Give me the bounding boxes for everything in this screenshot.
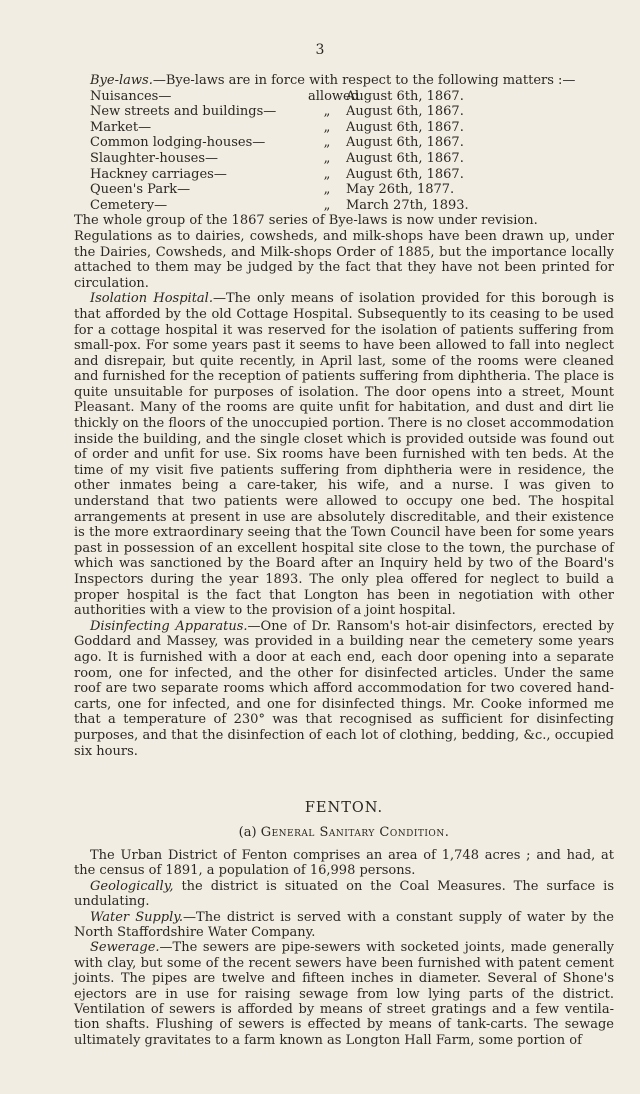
disinfecting-text: —One of Dr. Ransom's hot-air disinfectors, erected by Goddard and Massey, was provided in a building near the cemetery some years ago. It is furnished with a door at each end, each door opening into a separate room, one for infected, and the other for disinfected articles. Under the same roof are two separate rooms which afford accommodation for two covered hand-carts, one for infected, and one for disinfected things. Mr. Cooke informed me that a temperature of 230° was that recognised as sufficient for disinfecting purposes, and that the disinfection of each lot of clothing, bedding, &c., occupied six hours. [74, 618, 614, 759]
fenton-section [74, 801, 614, 1048]
bylaw-mark: „ [323, 119, 331, 135]
bylaw-date: August 6th, 1867. [346, 88, 464, 104]
bylaws-revision-note: The whole group of the 1867 series of Bye-laws is now under revision. [74, 213, 538, 229]
geology-paragraph [74, 879, 614, 910]
bylaw-row [90, 198, 614, 214]
fenton-subheading [74, 825, 614, 840]
bylaw-row [90, 135, 614, 151]
bylaw-item: Common lodging-houses— [90, 135, 266, 151]
bylaw-item: Market— [90, 119, 152, 135]
bylaw-row [90, 120, 614, 136]
bylaw-item: Nuisances— [90, 88, 172, 104]
bylaw-item: New streets and buildings— [90, 104, 277, 120]
subheading-text: General Sanitary Condition. [260, 824, 450, 840]
isolation-paragraph [74, 291, 614, 618]
bylaw-row [90, 167, 614, 183]
bylaw-mark: „ [323, 197, 331, 213]
bylaw-item: Cemetery— [90, 197, 168, 213]
page-number: 3 [315, 42, 325, 58]
bylaw-row [90, 89, 614, 105]
bylaw-date: March 27th, 1893. [346, 197, 469, 213]
bylaws-label: Bye-laws. [90, 73, 153, 88]
bylaws-intro [74, 73, 614, 89]
bylaw-mark: „ [323, 166, 331, 182]
bylaws-intro-text: —Bye-laws are in force with respect to the following matters :— [152, 73, 576, 88]
bylaw-date: August 6th, 1867. [346, 166, 464, 182]
page-content [74, 73, 614, 1048]
sewerage-paragraph [74, 940, 614, 1048]
regulations-paragraph: Regulations as to dairies, cowsheds, and milk-shops have been drawn up, under the Dairies, Cowsheds, and Milk-shops Order of 1885, but the importance locally attached to them may be judged by the fact that they have not been printed for circulation. [74, 228, 614, 291]
disinfecting-label: Disinfecting Apparatus. [90, 618, 248, 634]
sewerage-text: —The sewers are pipe-sewers with socketed joints, made generally with clay, but some of the recent sewers have been furnished with patent cement joints. The pipes are twelve and fifteen inches in diameter. Several of Shone's ejectors are in use for raising sewage from low lying parts of the district. Ventilation of sewers is afforded by means of street gratings and a few ventila-tion shafts. Flushing of sewers is effected by means of tank-carts. The sewage ultimately gravitates to a farm known as Longton Hall Farm, some portion of [74, 940, 614, 1048]
bylaw-date: May 26th, 1877. [346, 182, 455, 198]
isolation-label: Isolation Hospital. [90, 291, 213, 307]
geology-label: Geologically, [90, 878, 174, 894]
geology-text: the district is situated on the Coal Measures. The surface is undulating. [74, 878, 614, 910]
bylaw-mark: „ [323, 135, 331, 151]
section-gap [74, 759, 614, 801]
bylaw-date: August 6th, 1867. [346, 104, 464, 120]
bylaw-row [90, 104, 614, 120]
bylaw-item: Queen's Park— [90, 182, 191, 198]
bylaw-mark: „ [323, 150, 331, 166]
bylaw-row [90, 151, 614, 167]
water-label: Water Supply. [90, 909, 184, 925]
bylaw-item: Slaughter-houses— [90, 150, 219, 166]
bylaws-list [90, 89, 614, 214]
bylaw-mark: „ [323, 182, 331, 198]
bylaw-date: August 6th, 1867. [346, 119, 464, 135]
fenton-intro: The Urban District of Fenton comprises an area of 1,748 acres ; and had, at the census of 1891, a population of 16,998 persons. [74, 847, 614, 879]
bylaw-mark: „ [323, 104, 331, 120]
bylaw-date: August 6th, 1867. [346, 150, 464, 166]
water-text: —The district is served with a constant supply of water by the North Staffordshire Water Company. [74, 909, 614, 940]
isolation-text: —The only means of isolation provided for this borough is that afforded by the old Cottage Hospital. Subsequently to its ceasing to be used for a cottage hospital it was reserved for the isolation of patients suffering from small-pox. For some years past it seems to have been allowed to fall into neglect and disrepair, but quite recently, in April last, some of the rooms were cleaned and furnished for the reception of patients suffering from diphtheria. The place is quite unsuitable for purposes of isolation. The door opens into a street, Mount Pleasant. Many of the rooms are quite unfit for habitation, and dust and dirt lie thickly on the floors of the unoccupied portion. There is no closet accommodation inside the building, and the single closet which is provided outside was found out of order and unfit for use. Six rooms have been furnished with ten beds. At the time of my visit five patients suffering from diphtheria were in residence, the other inmates being a care-taker, his wife, and a nurse. I was given to understand that two patients were allowed to occupy one bed. The hospital arrangements at present in use are absolutely discreditable, and their existence is the more extraordinary seeing that the Town Council have been for some years past in possession of an excellent hospital site close to the town, the purchase of which was sanctioned by the Board after an Inquiry held by two of the Board's Inspectors during the year 1893. The only plea offered for neglect to build a proper hospital is the fact that Longton has been in negotiation with other authorities with a view to the provision of a joint hospital. [74, 291, 615, 619]
sewerage-label: Sewerage. [90, 940, 160, 956]
bylaw-row [90, 182, 614, 198]
bylaw-date: August 6th, 1867. [346, 135, 464, 151]
fenton-heading: FENTON. [304, 800, 384, 817]
disinfecting-paragraph [74, 619, 614, 759]
bylaw-mark: allowed [308, 88, 360, 104]
water-paragraph [74, 910, 614, 941]
bylaw-item: Hackney carriages— [90, 166, 227, 182]
subheading-prefix: (a) [238, 824, 257, 840]
